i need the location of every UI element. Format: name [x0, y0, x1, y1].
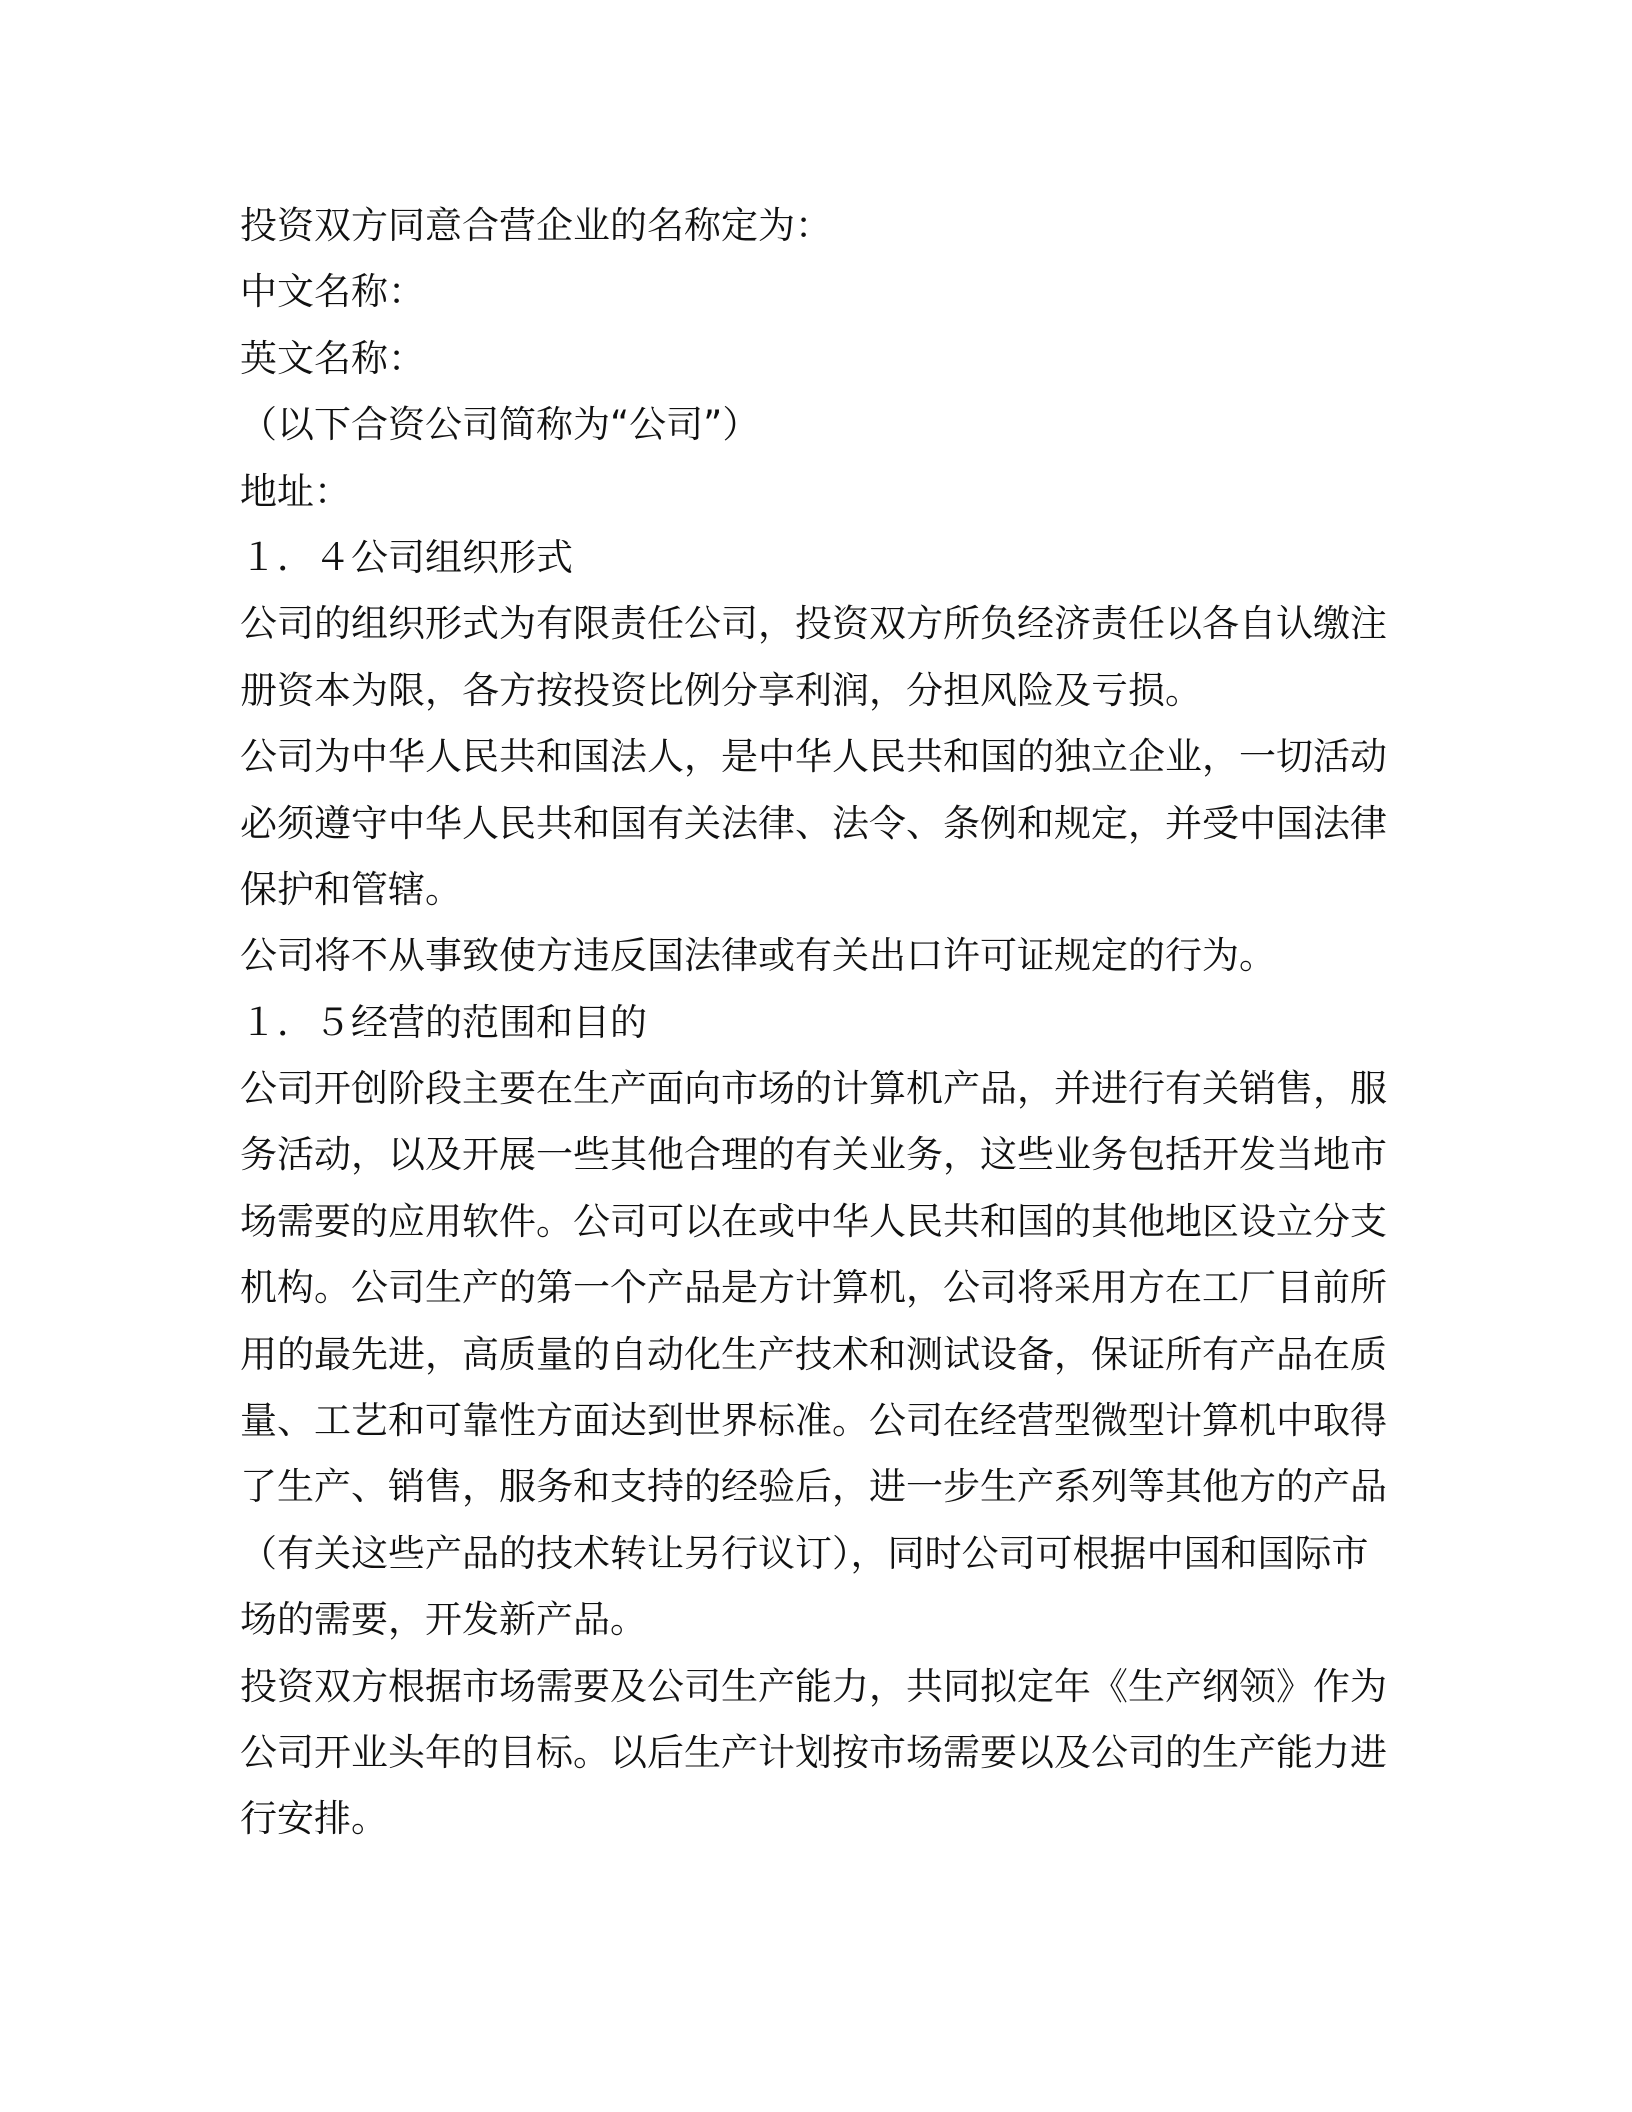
- paragraph-line: 公司为中华人民共和国法人，是中华人民共和国的独立企业，一切活动: [240, 735, 1387, 779]
- paragraph-line: 公司开创阶段主要在生产面向市场的计算机产品，并进行有关销售，服: [240, 1067, 1387, 1111]
- paragraph-line: 公司开业头年的目标。以后生产计划按市场需要以及公司的生产能力进: [240, 1730, 1387, 1774]
- paragraph-line: 投资双方根据市场需要及公司生产能力，共同拟定年《生产纲领》作为: [240, 1664, 1387, 1708]
- line-address: 地址：: [240, 469, 351, 513]
- line-chinese-name: 中文名称：: [240, 270, 425, 314]
- paragraph-line: 保护和管辖。: [240, 867, 462, 911]
- paragraph-line: 公司将不从事致使方违反国法律或有关出口许可证规定的行为。: [240, 934, 1276, 978]
- paragraph-line: 场的需要，开发新产品。: [240, 1598, 647, 1642]
- paragraph-line: 行安排。: [240, 1797, 388, 1841]
- paragraph-line: 场需要的应用软件。公司可以在或中华人民共和国的其他地区设立分支: [240, 1199, 1387, 1243]
- paragraph-line: 册资本为限，各方按投资比例分享利润，分担风险及亏损。: [240, 668, 1202, 712]
- paragraph-line: 必须遵守中华人民共和国有关法律、法令、条例和规定，并受中国法律: [240, 801, 1387, 845]
- line-company-short-name: （以下合资公司简称为“公司”）: [240, 403, 760, 447]
- paragraph-line: 量、工艺和可靠性方面达到世界标准。公司在经营型微型计算机中取得: [240, 1399, 1387, 1443]
- document-page: [240, 193, 1392, 1853]
- paragraph-line: 公司的组织形式为有限责任公司，投资双方所负经济责任以各自认缴注: [240, 602, 1387, 646]
- line-agreement-name: 投资双方同意合营企业的名称定为：: [240, 204, 832, 247]
- paragraph-line: 用的最先进，高质量的自动化生产技术和测试设备，保证所有产品在质: [240, 1332, 1387, 1376]
- section-heading-1-4: １．４公司组织形式: [240, 535, 573, 579]
- paragraph-line: （有关这些产品的技术转让另行议订），同时公司可根据中国和国际市: [240, 1531, 1369, 1575]
- paragraph-line: 了生产、销售，服务和支持的经验后，进一步生产系列等其他方的产品: [240, 1465, 1387, 1509]
- section-heading-1-5: １．５经营的范围和目的: [240, 1000, 647, 1044]
- paragraph-line: 机构。公司生产的第一个产品是方计算机，公司将采用方在工厂目前所: [240, 1266, 1387, 1310]
- paragraph-line: 务活动，以及开展一些其他合理的有关业务，这些业务包括开发当地市: [240, 1133, 1387, 1177]
- line-english-name: 英文名称：: [240, 336, 425, 380]
